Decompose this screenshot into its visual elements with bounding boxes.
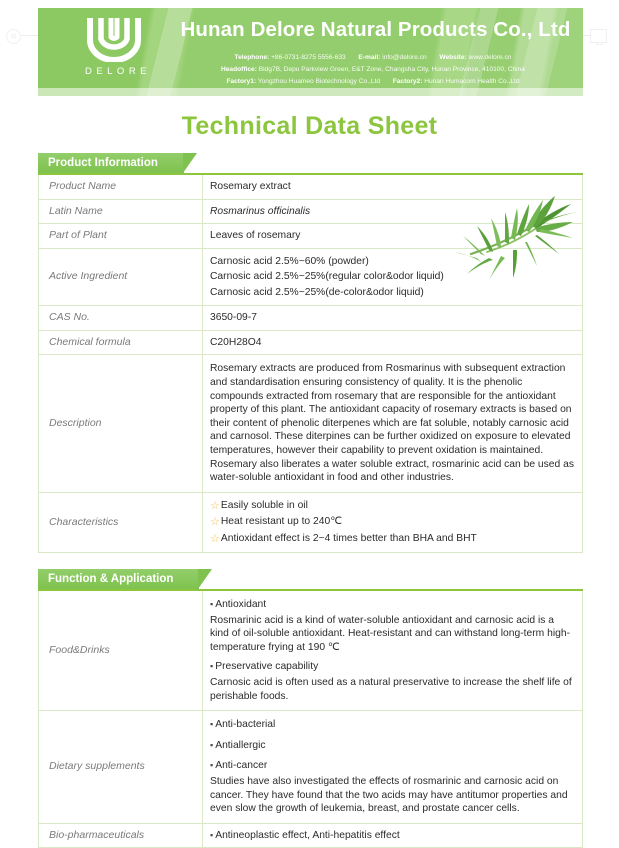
row-key-latin-name: Latin Name <box>39 199 203 224</box>
row-value-cas-no: 3650-09-7 <box>203 306 583 331</box>
active-ingredient-line-2: Carnosic acid 2.5%~25%(regular color&odor liquid) <box>210 271 444 283</box>
row-key-cas-no: CAS No. <box>39 306 203 331</box>
bullet-heading: ▪ Antioxidant <box>210 598 575 612</box>
active-ingredient-line-3: Carnosic acid 2.5%~25%(de-color&odor liquid) <box>210 286 424 298</box>
row-value-product-name: Rosemary extract <box>203 174 583 199</box>
bullet-body: Carnosic acid is often used as a natural preservative to increase the shelf life of perishable foods. <box>210 676 572 702</box>
table-row <box>39 224 583 249</box>
bullet-heading: ▪ Preservative capability <box>210 660 575 674</box>
bullet-heading: ▪ Antiallergic <box>210 739 575 753</box>
product-information-table <box>38 173 583 553</box>
table-row <box>39 711 583 824</box>
factory2-label: Factory2: <box>392 77 423 85</box>
row-value-chemical-formula: C20H28O4 <box>203 330 583 355</box>
bullet-heading: ▪ Antineoplastic effect, Anti-hepatitis effect <box>210 829 575 843</box>
company-header-banner <box>38 8 583 96</box>
row-value-latin-name: Rosmarinus officinalis <box>203 199 583 224</box>
characteristic-text: Antioxidant effect is 2~4 times better than BHA and BHT <box>220 532 477 544</box>
contact-line-2 <box>158 64 583 76</box>
bullet-group <box>210 598 575 654</box>
section-banner-label: Function & Application <box>38 569 199 589</box>
row-key-characteristics: Characteristics <box>39 492 203 553</box>
characteristic-item <box>210 498 575 515</box>
contact-line-1 <box>158 52 583 64</box>
table-row <box>39 199 583 224</box>
headoffice-label: Headoffice: <box>221 65 257 73</box>
table-row <box>39 590 583 711</box>
star-icon: ☆ <box>210 499 220 512</box>
email-value[interactable]: info@delore.cn <box>382 54 427 61</box>
row-value-dietary-supplements <box>203 711 583 824</box>
section-banner-product-information <box>38 153 184 173</box>
row-key-active-ingredient: Active Ingredient <box>39 248 203 306</box>
row-key-bio-pharmaceuticals: Bio-pharmaceuticals <box>39 823 203 848</box>
company-logo-wordmark: DELORE <box>84 66 152 77</box>
bullet-heading: ▪ Anti-bacterial <box>210 718 575 732</box>
company-name: Hunan Delore Natural Products Co., Ltd <box>180 18 571 41</box>
factory2-value: Hunan Humacom Health Co.,Ltd <box>424 77 520 85</box>
function-application-table <box>38 589 583 848</box>
section-banner-label: Product Information <box>38 153 184 173</box>
row-key-food-drinks: Food&Drinks <box>39 590 203 711</box>
table-row <box>39 823 583 848</box>
headoffice-value: Bldg7B, Depu Parkview Green, E&T Zone, Changsha City, Hunan Province, 410100, China <box>258 65 525 73</box>
characteristic-item <box>210 531 575 548</box>
table-row <box>39 248 583 306</box>
characteristic-text: Heat resistant up to 240℃ <box>220 516 342 528</box>
bullet-body: Studies have also investigated the effects of rosmarinic and carnosic acid on cancer. They have found that the two acids may have antitumor properties and even slow the growth of leukemia, breast, and prostate cancer cells. <box>210 775 568 815</box>
row-value-description: Rosemary extracts are produced from Rosmarinus with subsequent extraction and standardisation ensuring consistency of quality. It is the phenolic compounds extracted from rosemary that are responsible for the antioxidant property of this plant. The antioxidant capacity of rosemary extracts is based on their content of phenolic diterpenes which are fat soluble, notably carnosic acid and carnosol. These diterpines can be further oxidized on exposure to elevated temperatures, however their capability to prevent oxidation is maintained. Rosemary also liberates a water soluble extract, rosmarinic acid can be used as water-soluble antioxidant in food and other industries. <box>203 355 583 492</box>
row-value-part-of-plant: Leaves of rosemary <box>203 224 583 249</box>
table-row <box>39 492 583 553</box>
table-row <box>39 174 583 199</box>
website-value[interactable]: www.delore.cn <box>468 54 512 61</box>
section-banner-function-application <box>38 569 199 589</box>
delore-arcs-logo-icon <box>86 16 142 62</box>
characteristic-item <box>210 514 575 531</box>
page-title: Technical Data Sheet <box>181 112 438 140</box>
factory1-value: Yongzhou Huameo Biotechnology Co.,Ltd <box>257 77 381 85</box>
table-row <box>39 355 583 492</box>
row-key-description: Description <box>39 355 203 492</box>
email-label: E-mail: <box>358 54 381 61</box>
bullet-group <box>210 718 575 732</box>
factory1-label: Factory1: <box>226 77 257 85</box>
bullet-body: Rosmarinic acid is a kind of water-soluble antioxidant and carnosic acid is a kind of oil-soluble antioxidant. Heat-resistant and can withstand long-term high-temperature frying at 190 ℃ <box>210 614 571 653</box>
row-key-dietary-supplements: Dietary supplements <box>39 711 203 824</box>
bullet-group <box>210 739 575 753</box>
row-value-bio-pharmaceuticals <box>203 823 583 848</box>
table-row <box>39 306 583 331</box>
row-value-characteristics <box>203 492 583 553</box>
right-widget-handle-icon[interactable] <box>590 29 607 43</box>
telephone-label: Telephone: <box>234 54 270 61</box>
row-value-active-ingredient <box>203 248 583 306</box>
left-widget-handle-icon[interactable]: ⊟ <box>6 29 21 44</box>
contact-line-3 <box>158 76 583 88</box>
star-icon: ☆ <box>210 516 220 529</box>
row-key-part-of-plant: Part of Plant <box>39 224 203 249</box>
company-contact-info <box>158 52 583 87</box>
row-key-product-name: Product Name <box>39 174 203 199</box>
characteristic-text: Easily soluble in oil <box>220 499 308 511</box>
bullet-group <box>210 759 575 815</box>
telephone-value: +86-0731-8275 5556-633 <box>271 54 346 61</box>
bullet-group <box>210 660 575 703</box>
bullet-heading: ▪ Anti-cancer <box>210 759 575 773</box>
website-label: Website: <box>439 54 467 61</box>
active-ingredient-line-1: Carnosic acid 2.5%~60% (powder) <box>210 255 369 267</box>
row-key-chemical-formula: Chemical formula <box>39 330 203 355</box>
star-icon: ☆ <box>210 532 220 545</box>
row-value-food-drinks <box>203 590 583 711</box>
table-row <box>39 330 583 355</box>
